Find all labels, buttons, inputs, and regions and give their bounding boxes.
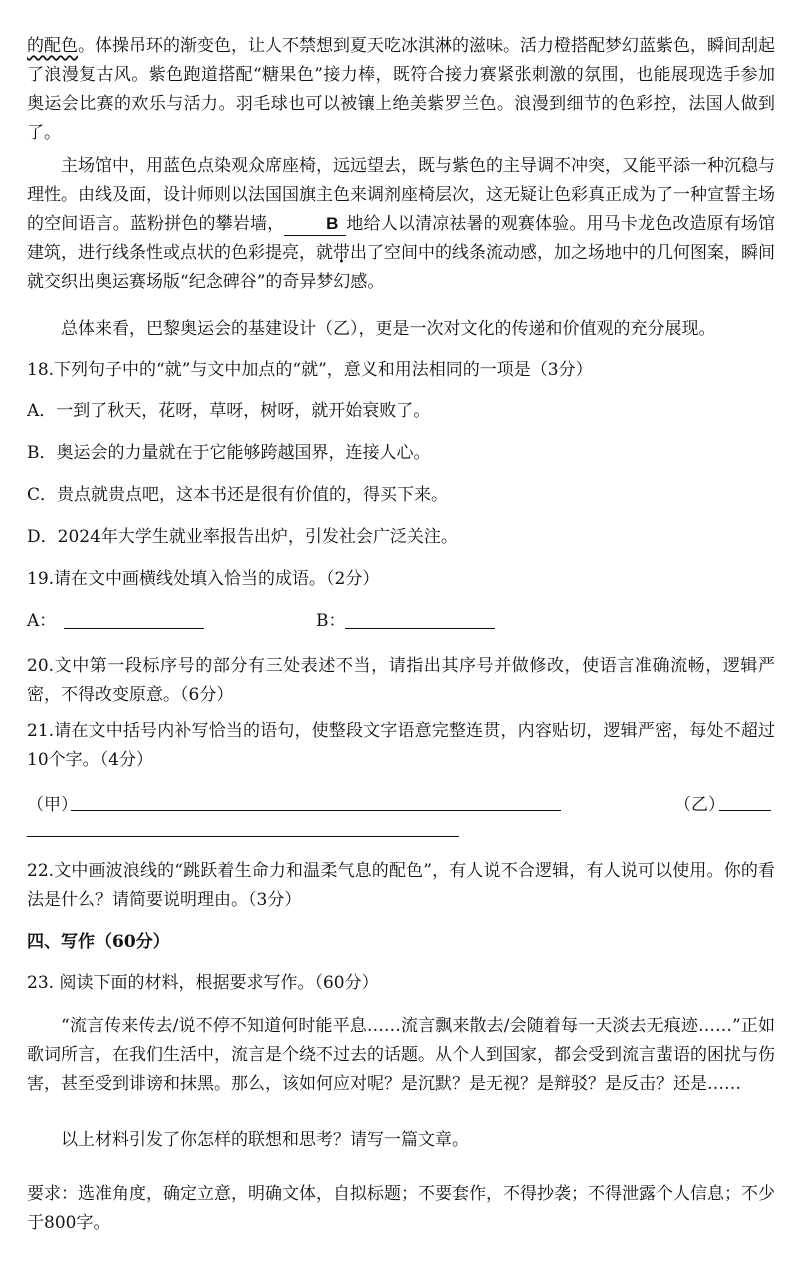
question-23-prompt: 以上材料引发了你怎样的联想和思考？请写一篇文章。	[61, 1130, 469, 1150]
answer-yi-line-1[interactable]	[719, 810, 771, 811]
section-heading-writing: 四、写作（60分）	[27, 932, 170, 952]
question-22: 22.文中画波浪线的“跳跃着生命力和温柔气息的配色”，有人说不合逻辑，有人说可以使用。你的看法是什么？请简要说明理由。（3分）	[27, 861, 775, 910]
question-23-material: “流言传来传去/说不停不知道何时能平息……流言飘来散去/会随着每一天淡去无痕迹……”正如歌词所言，在我们生活中，流言是个绕不过去的话题。从个人到国家，都会受到流言蜚语的困扰与伤害，甚至受到诽谤和抹黑。那么，该如何应对呢？是沉默？是无视？是辩驳？是反击？还是……	[27, 1016, 775, 1094]
question-19-stem: 19.请在文中画横线处填入恰当的成语。（2分）	[27, 569, 380, 589]
answer-b-line[interactable]	[345, 628, 495, 629]
question-23-stem: 23. 阅读下面的材料，根据要求写作。（60分）	[27, 973, 379, 993]
answer-a-line[interactable]	[64, 628, 204, 629]
passage-paragraph-2	[27, 152, 775, 297]
answer-jia-line[interactable]	[71, 810, 561, 811]
answer-a-label: A：	[27, 611, 57, 631]
question-20: 20.文中第一段标序号的部分有三处表述不当，请指出其序号并做修改，使语言准确流畅，逻辑严密，不得改变原意。（6分）	[27, 656, 775, 705]
paragraph-text: 带出了空间中的线条流动感，加之场地中的几何图案，瞬间就交织出奥运赛场版“纪念碑谷”的奇异梦幻感。	[27, 243, 775, 292]
question-18-option-a: A．一到了秋天，花呀，草呀，树呀，就开始衰败了。	[27, 401, 431, 421]
dotted-character: 就	[316, 243, 333, 263]
answer-yi-line-2[interactable]	[27, 836, 459, 837]
paragraph-text: 地给人以清凉祛暑的观赛体验。用马卡龙色改造原有场馆建筑，进行线条性或点状的色彩提亮，	[27, 214, 775, 263]
question-18-stem: 18.下列句子中的“就”与文中加点的“就”，意义和用法相同的一项是（3分）	[27, 360, 593, 380]
answer-b-label: B：	[316, 611, 346, 631]
passage-paragraph-1	[27, 32, 775, 148]
question-18-option-b: B．奥运会的力量就在于它能够跨越国界，连接人心。	[27, 443, 431, 463]
answer-jia-label: （甲）	[27, 795, 78, 815]
question-18-option-d: D．2024年大学生就业率报告出炉，引发社会广泛关注。	[27, 527, 458, 547]
paragraph-text: 。体操吊环的渐变色，让人不禁想到夏天吃冰淇淋的滋味。活力橙搭配梦幻蓝紫色，瞬间刮起了浪漫复古风。紫色跑道搭配“糖果色”接力棒，既符合接力赛紧张刺激的氛围，也能展现选手参加奥运会比赛的欢乐与活力。羽毛球也可以被镶上绝美紫罗兰色。浪漫到细节的色彩控，法国人做到了。	[27, 36, 775, 143]
answer-yi-label: （乙）	[674, 795, 725, 815]
blank-b: B	[284, 213, 346, 236]
passage-paragraph-3: 总体来看，巴黎奥运会的基建设计（乙），更是一次对文化的传递和价值观的充分展现。	[61, 319, 716, 339]
question-23-requirement: 要求：选准角度，确定立意，明确文体，自拟标题；不要套作，不得抄袭；不得泄露个人信息；不少于800字。	[27, 1184, 775, 1233]
wavy-underlined-text: 的配色	[27, 36, 78, 56]
question-18-option-c: C．贵点就贵点吧，这本书还是很有价值的，得买下来。	[27, 485, 449, 505]
question-21-stem: 21.请在文中括号内补写恰当的语句，使整段文字语意完整连贯，内容贴切，逻辑严密，每处不超过10个字。（4分）	[27, 721, 775, 770]
paragraph-text: 主场馆中，用蓝色点染观众席座椅，远远望去，既与紫色的主导调不冲突，又能平添一种沉稳与理性。由线及面，设计师则以法国国旗主色来调剂座椅层次，这无疑让色彩真正成为了一种宣誓主场的空间语言。蓝粉拼色的攀岩墙，	[27, 156, 775, 234]
